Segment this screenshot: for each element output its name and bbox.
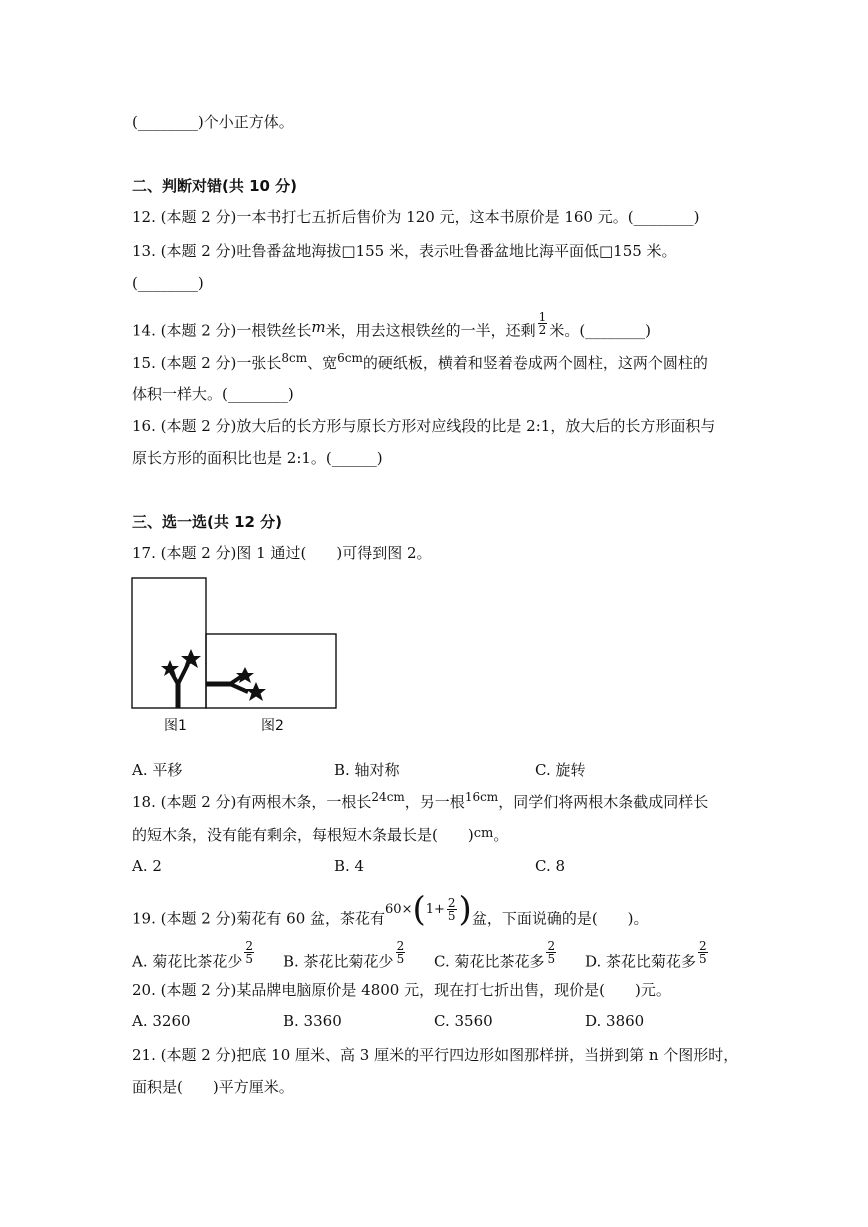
fig2-rectangle [206, 634, 336, 708]
q19-opt-a-den: 5 [245, 952, 254, 966]
q19-opt-d-text: D. 茶花比菊花多 [585, 952, 697, 971]
question-15-line-1 [132, 353, 708, 374]
q15-width: 6cm [337, 351, 363, 365]
fig2-star-lower-icon [246, 682, 266, 701]
q19-opt-c-text: C. 菊花比茶花多 [434, 952, 545, 971]
fig2-label: 图2 [261, 718, 284, 734]
question-12: 12. (本题 2 分)一本书打七五折后售价为 120 元，这本书原价是 160 元。(________) [132, 208, 700, 226]
question-16-line-1: 16. (本题 2 分)放大后的长方形与原长方形对应线段的比是 2:1，放大后的长方形面积与 [132, 417, 716, 435]
q15-text-a: 15. (本题 2 分)一张长 [132, 354, 282, 372]
q19-paren-close: ) [458, 889, 472, 930]
question-17: 17. (本题 2 分)图 1 通过( )可得到图 2。 [132, 544, 432, 562]
q19-opt-c-den: 5 [547, 952, 556, 966]
q18-text-d: 的短木条，没有能有剩余，每根短木条最长是( ) [132, 826, 474, 844]
q19-option-d[interactable] [585, 939, 710, 975]
q18-option-c[interactable]: C. 8 [535, 857, 566, 875]
q19-opt-a-num: 2 [245, 939, 254, 953]
q19-option-a[interactable] [132, 939, 256, 975]
q19-frac-num: 2 [447, 896, 456, 910]
q19-opt-b-num: 2 [396, 939, 405, 953]
q19-formula-pre: 60× [385, 902, 413, 917]
q20-option-a[interactable]: A. 3260 [132, 1012, 191, 1030]
q19-frac-den: 5 [447, 909, 456, 923]
q19-option-c[interactable] [434, 939, 558, 975]
q20-option-d[interactable]: D. 3860 [585, 1012, 645, 1030]
question-15-line-2: 体积一样大。(________) [132, 385, 294, 403]
q14-frac-num: 1 [538, 310, 547, 324]
question-13-line-1: 13. (本题 2 分)吐鲁番盆地海拔□155 米，表示吐鲁番盆地比海平面低□155 米。 [132, 242, 677, 260]
q19-text-b: 盆，下面说确的是( )。 [471, 909, 649, 928]
question-13-line-2: (________) [132, 274, 204, 292]
q17-option-b[interactable]: B. 轴对称 [334, 761, 400, 779]
q19-text-a: 19. (本题 2 分)菊花有 60 盆，茶花有 [132, 909, 386, 928]
q15-length: 8cm [281, 351, 308, 365]
q19-formula [385, 889, 472, 930]
q19-opt-a-text: A. 菊花比茶花少 [132, 952, 243, 971]
fig1-rectangle [132, 578, 206, 708]
q14-text-b: 米，用去这根铁丝的一半，还剩 [325, 321, 536, 340]
question-18-line-1 [132, 792, 708, 813]
q19-opt-d-den: 5 [699, 952, 707, 966]
fig2-shape [206, 667, 266, 701]
q17-figure [128, 574, 343, 739]
q18-unit: cm [473, 826, 494, 841]
section-2-title: 二、判断对错(共 10 分) [132, 177, 298, 195]
question-19 [132, 889, 649, 932]
q18-text-e: 。 [493, 826, 509, 844]
question-21-line-2: 面积是( )平方厘米。 [132, 1078, 294, 1096]
q20-option-b[interactable]: B. 3360 [283, 1012, 342, 1030]
question-20: 20. (本题 2 分)某品牌电脑原价是 4800 元，现在打七折出售，现价是( )元。 [132, 981, 671, 999]
q15-text-c: 的硬纸板，横着和竖着卷成两个圆柱，这两个圆柱的 [362, 354, 708, 372]
q19-opt-d-num: 2 [699, 939, 707, 953]
q19-opt-c-num: 2 [547, 939, 556, 953]
q19-paren-open: ( [412, 889, 426, 930]
q14-text-a: 14. (本题 2 分)一根铁丝长 [132, 321, 312, 340]
question-14 [132, 310, 652, 344]
q18-option-a[interactable]: A. 2 [132, 857, 162, 875]
fig1-label: 图1 [164, 718, 187, 734]
section-3-title: 三、选一选(共 12 分) [132, 513, 283, 531]
q18-text-c: ，同学们将两根木条截成同样长 [498, 793, 709, 811]
q18-option-b[interactable]: B. 4 [334, 857, 365, 875]
q18-length-2: 16cm [464, 790, 499, 804]
q20-option-c[interactable]: C. 3560 [434, 1012, 493, 1030]
question-21-line-1: 21. (本题 2 分)把底 10 厘米、高 3 厘米的平行四边形如图那样拼，当拼到第 n 个图形时， [132, 1046, 739, 1064]
question-18-line-2 [132, 825, 508, 847]
q18-text-b: ，另一根 [404, 793, 465, 811]
q14-variable-m: m [311, 317, 326, 336]
q14-text-c: 米。(________) [549, 321, 652, 340]
q14-frac-den: 2 [538, 323, 547, 337]
question-16-line-2: 原长方形的面积比也是 2:1。(______) [132, 449, 383, 467]
fig1-shape [161, 649, 201, 708]
q14-fraction [538, 311, 548, 336]
q19-formula-one: 1+ [425, 902, 445, 917]
q17-option-a[interactable]: A. 平移 [132, 761, 183, 779]
q19-option-b[interactable] [283, 939, 407, 975]
q15-text-b: 、宽 [307, 354, 338, 372]
q18-text-a: 18. (本题 2 分)有两根木条，一根长 [132, 793, 372, 811]
q19-opt-b-den: 5 [396, 952, 405, 966]
q17-option-c[interactable]: C. 旋转 [535, 761, 586, 779]
fig1-star-right-icon [181, 649, 201, 668]
q18-length-1: 24cm [371, 790, 405, 804]
q19-opt-b-text: B. 茶花比菊花少 [283, 952, 394, 971]
q11-tail: (________)个小正方体。 [132, 113, 294, 131]
